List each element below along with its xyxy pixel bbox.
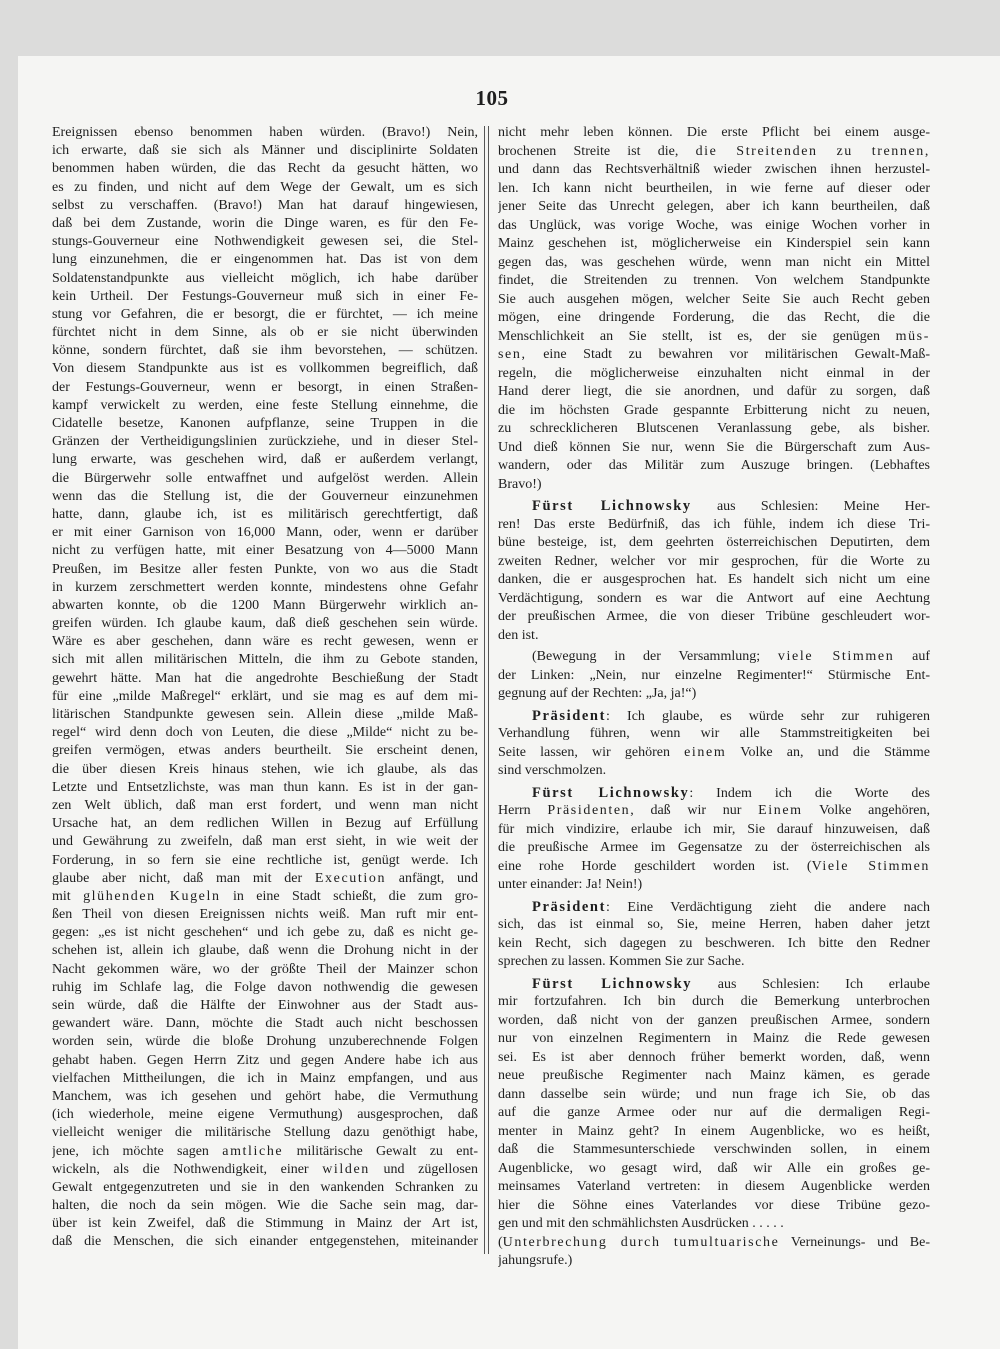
spaced-emphasis: die Streitenden zu trennen, xyxy=(695,143,930,159)
text-line: Gewalt entgegenzutreten und sie in den wankenden Schranken zu xyxy=(52,1179,478,1195)
text-segment: wickeln, als die Nothwendigkeit, einer xyxy=(52,1161,323,1177)
spaced-emphasis: Einem xyxy=(758,803,803,818)
text-line xyxy=(498,143,930,162)
text-line: büne besteige, ist, dem geehrten österreichischen Deputirten, dem xyxy=(498,535,930,550)
text-line xyxy=(498,648,930,667)
text-line: die im höchsten Grade gespannte Erbitterung nicht zu neuen, xyxy=(498,402,930,418)
text-line: Manchem, was ich gesehen und gehört habe, die Vermuthung xyxy=(52,1088,478,1104)
text-line: stung vor Gefahren, die er besorgt, die er fürchtet, — ich meine xyxy=(52,306,478,322)
text-segment: jene, ich möchte sagen xyxy=(52,1143,223,1159)
text-segment: Verneinungs- und Be- xyxy=(779,1234,930,1250)
text-line xyxy=(52,1143,478,1161)
text-line: Augenblicke, wo gesagt wird, daß wir Alle ein großes ge- xyxy=(498,1160,930,1176)
text-line: könne, sondern fürchtet, daß sie ihm bevorstehen, — schützen. xyxy=(52,343,478,359)
text-line: ren! Das erste Bedürfniß, das ich fühle, indem ich diese Tri- xyxy=(498,516,930,532)
text-line: findet, die Streitenden zu trennen. Von welchem Standpunkte xyxy=(498,273,930,288)
text-line: jahungsrufe.) xyxy=(498,1253,573,1268)
text-line: jener Seite das Unrecht gelegen, aber ich kann beurtheilen, daß xyxy=(498,199,930,214)
text-line: meinsames Vaterland vertreten: in diesem Augenblicke werden xyxy=(498,1179,930,1194)
text-line: Von diesem Standpunkte aus ist es vollkommen begreiflich, daß xyxy=(52,361,478,377)
text-line: daß die Stammesunterschiede verschwinden sollen, in einem xyxy=(498,1142,930,1157)
text-line xyxy=(498,744,930,763)
text-segment: glaube aber nicht, daß man mit der xyxy=(52,870,315,886)
speaker-name: Fürst Lichnowsky xyxy=(532,784,690,801)
text-line: schehen ist, allein ich glaube, daß wenn die Drohung nicht in der xyxy=(52,943,478,959)
text-line: Verhandlung führen, wenn wir alle Stammstreitigkeiten bei xyxy=(498,726,930,741)
spaced-emphasis: Execution xyxy=(314,870,387,886)
text-line: sein würde, daß die Hälfte der Einwohner aus der Stadt aus- xyxy=(52,998,478,1013)
text-line: vielfachen Mittheilungen, die ich in Mainz empfangen, und aus xyxy=(52,1070,478,1086)
text-line: in kurzem zerschmettert werden konnte, mindestens ohne Gefahr xyxy=(52,579,478,595)
text-line: sind verschmolzen. xyxy=(498,763,607,778)
text-segment: Menschlichkeit an Sie stellt, ist es, der sie genügen xyxy=(498,328,896,344)
text-line xyxy=(498,346,930,365)
text-segment: aus Schlesien: Ich erlaube xyxy=(692,976,930,992)
text-line: litärischen Standpunkte gewesen sein. Allein diese „milde Maß- xyxy=(52,707,478,722)
text-segment: (Bewegung in der Versammlung; xyxy=(532,649,778,664)
text-segment: brochenen Streite ist die, xyxy=(498,143,696,159)
text-line: auf die ganze Armee oder nur auf die dermaligen Regi- xyxy=(498,1105,930,1120)
speaker-name: Fürst Lichnowsky xyxy=(532,975,693,992)
text-segment: eine Stadt zu bewahren vor militärischen Gewalt-Maß- xyxy=(526,347,930,362)
text-line: gen und mit den schmählichsten Ausdrücken . . . . . xyxy=(498,1216,784,1231)
text-line: die über diesen Kreis hinaus stehen, wie ich glaube, als das xyxy=(52,761,478,777)
text-line: für eine „milde Maßregel“ erklärt, und sie mag es auf dem mi- xyxy=(52,688,478,704)
text-line: gehabt haben. Gegen Herrn Zitz und gegen Andere habe ich aus xyxy=(52,1052,478,1068)
text-line xyxy=(498,328,930,347)
text-line: daß die Menschen, die sich einander entgegenstehen, miteinander xyxy=(52,1234,478,1250)
spaced-emphasis: wilden xyxy=(322,1161,370,1177)
text-line: Verdächtigung, sondern es war die Antwort auf eine Aechtung xyxy=(498,590,930,606)
text-line: worden sein, würde die bloße Drohung unzuberechnende Folgen xyxy=(52,1034,478,1050)
text-line: gegen: „es ist nicht geschehen“ und ich gebe zu, daß es nicht ge- xyxy=(52,925,478,941)
text-segment: Volke angehören, xyxy=(802,803,930,818)
text-line: worden, daß nicht von der ganzen preußischen Armee, sondern xyxy=(498,1012,930,1028)
text-line: stungs-Gouverneur eine Nothwendigkeit gewesen sei, die Stel- xyxy=(52,234,478,250)
text-line: vielleicht weniger die militärische Stellung dazu genöthigt habe, xyxy=(52,1125,478,1141)
text-line: neue preußische Regimenter nach Mainz kämen, es gerade xyxy=(498,1068,930,1083)
spaced-emphasis: Unterbrechung durch tumultuarische xyxy=(502,1234,780,1250)
text-line: sprechen zu lassen. Kommen Sie zur Sache. xyxy=(498,954,745,969)
speaker-name: Präsident xyxy=(532,898,607,915)
text-line: den ist. xyxy=(498,627,539,643)
spaced-emphasis: amtliche xyxy=(222,1143,284,1159)
text-line: selbst zu verschaffen. (Bravo!) Man hat darauf hingewiesen, xyxy=(52,197,478,213)
text-line: Bravo!) xyxy=(498,476,542,492)
text-line: Nacht gekommen wäre, wo der größte Theil der Mainzer schon xyxy=(52,961,478,977)
text-line: die preußische Armee im Gegensatze zu der österreichischen als xyxy=(498,840,930,855)
text-line: greifen würden. Ich glaube kaum, daß dieß geschehen sein würde. xyxy=(52,616,478,632)
speaker-line xyxy=(498,497,930,516)
text-line: kein Recht, sich dagegen zu beschweren. Ich bitte den Redner xyxy=(498,935,930,951)
text-line: er mit einer Garnison von 16,000 Mann, oder, wenn er darüber xyxy=(52,525,478,541)
speaker-line xyxy=(498,975,930,994)
text-line xyxy=(498,858,930,877)
text-line: regel“ wird denn doch von Leuten, die diese „Milde“ nicht zu be- xyxy=(52,725,478,741)
text-line: dann dasselbe sein würde; und nun frage ich Sie, ob das xyxy=(498,1086,930,1102)
text-line: Forderung, in so fern sie eine rechtliche ist, genügt werde. Ich xyxy=(52,852,478,868)
text-line: Wäre es aber geschehen, dann wäre es recht gewesen, wenn er xyxy=(52,634,478,650)
text-line: es zu finden, und nicht auf dem Wege der Gewalt, um es sich xyxy=(52,179,478,195)
text-segment: anfängt, und xyxy=(386,870,478,886)
text-line: regeln, die möglicherweise einzuhalten nicht einmal in der xyxy=(498,365,930,381)
text-line: sei. Es ist aber dennoch früher bemerkt worden, daß, wenn xyxy=(498,1049,930,1065)
text-line: kein Urtheil. Der Festungs-Gouverneur muß sich in einer Fe- xyxy=(52,288,478,304)
text-line: der Linken: „Nein, nur einzelne Regimenter!“ Stürmische Ent- xyxy=(498,667,930,683)
text-line: hatte, dann, glaube ich, ist es militärisch gerechtfertigt, daß xyxy=(52,506,478,522)
text-line: Ereignissen ebenso benommen haben würden. (Bravo!) Nein, xyxy=(52,125,478,140)
text-segment: Herrn xyxy=(498,803,548,818)
speaker-line xyxy=(498,707,930,726)
spaced-emphasis: Präsidenten xyxy=(547,803,631,818)
text-line: mir fortzufahren. Ich bin durch die Bemerkung unterbrochen xyxy=(498,994,930,1009)
text-line: greifen vermögen, etwas anders beurtheilt. Sie erscheint denen, xyxy=(52,743,478,759)
text-line: ich erwarte, daß sie sich als Männer und disciplinirte Soldaten xyxy=(52,143,478,159)
text-line: hier die Söhne eines Vaterlandes vor diese Tribüne gezo- xyxy=(498,1197,930,1213)
text-line: fürchtet nicht in dem Sinne, als ob er sie nicht überwinden xyxy=(52,325,478,341)
text-line: für mich vindizire, erlaube ich mir, Sie darauf hinzuweisen, daß xyxy=(498,821,930,837)
text-line: len. Ich kann nicht beurtheilen, in wie ferne auf dieser oder xyxy=(498,180,930,196)
text-segment: und zügellosen xyxy=(369,1161,478,1177)
text-line: mögen, eine dringende Forderung, die das Recht, die die xyxy=(498,310,930,325)
text-line: Gränzen der Vertheidigungslinien zurückziehe, und in dieser Stel- xyxy=(52,434,478,450)
speaker-name: Fürst Lichnowsky xyxy=(532,498,692,514)
text-segment: eine rohe Horde geschildert worden ist. ( xyxy=(498,858,812,874)
text-line xyxy=(52,888,478,906)
column-left xyxy=(52,124,478,1252)
text-line: und Gewährung zu zweifeln, daß man erst sieht, in wie weit der xyxy=(52,834,478,850)
text-line: der Festungs-Gouverneur, wenn er besorgt, in einen Straßen- xyxy=(52,379,478,395)
text-line: halten, die noch da sein mögen. Wie die Sache sein mag, dar- xyxy=(52,1198,478,1214)
text-line: gegnung auf der Rechten: „Ja, ja!“) xyxy=(498,686,697,701)
text-line: und dann das Rechtsverhältniß wieder zwischen ihnen herzustel- xyxy=(498,162,930,177)
text-line: sich mit allen militärischen Mitteln, die ihm zu Gebote standen, xyxy=(52,652,478,668)
text-line: abwarten konnte, ob die 1200 Mann Bürgerwehr wirklich an- xyxy=(52,597,478,613)
text-line: lung erwarte, was geschehen wird, daß er außerdem verlangt, xyxy=(52,452,478,468)
text-line: Cidatelle besetze, Kanonen aufpflanze, seine Truppen in die xyxy=(52,416,478,431)
column-divider xyxy=(488,126,489,1254)
spaced-emphasis: Viele Stimmen xyxy=(811,858,930,874)
text-segment: Seite lassen, wir gehören xyxy=(498,744,685,760)
speaker-name: Präsident xyxy=(532,707,607,724)
text-segment: , daß wir nur xyxy=(630,803,759,818)
spaced-emphasis: glühenden Kugeln xyxy=(83,888,221,904)
text-line: zu schrecklicheren Blutscenen Veranlassung gebe, als bisher. xyxy=(498,421,930,436)
text-segment: : Ich glaube, es würde sehr zur ruhigeren xyxy=(606,708,930,724)
text-line: nicht mehr leben können. Die erste Pflicht bei einem ausge- xyxy=(498,125,930,140)
text-line: Preußen, im Besitze aller festen Punkte, von wo aus die Stadt xyxy=(52,561,478,577)
text-line: über ist kein Zweifel, daß die Stimmung in Mainz der Art ist, xyxy=(52,1216,478,1232)
text-line: Soldatenstandpunkte aus vielleicht möglich, ich habe darüber xyxy=(52,270,478,286)
text-line: (ich wiederhole, meine eigene Vermuthung) ausgesprochen, daß xyxy=(52,1107,478,1123)
text-line: Letzte und Entsetzlichste, was man thun kann. Es ist in der gan- xyxy=(52,779,478,795)
text-line: nicht zu verfügen hatte, mit einer Besatzung von 4—5000 Mann xyxy=(52,543,478,559)
text-segment: in eine Stadt schießt, die zum gro- xyxy=(220,888,478,904)
text-line: zen Welt üblich, daß man erst fordert, und wenn man nicht xyxy=(52,797,478,813)
text-line: sich, das ist einmal so, Sie, meine Herren, haben daher jetzt xyxy=(498,917,930,932)
text-line: unter einander: Ja! Nein!) xyxy=(498,877,643,892)
text-line: wenn das die Stellung ist, die der Gouverneur einzunehmen xyxy=(52,488,478,504)
text-line: das Unglück, was vorige Woche, was einige Wochen vorher in xyxy=(498,217,930,233)
text-line: Sie auch ausgehen mögen, welcher Seite Sie auch Recht geben xyxy=(498,291,930,307)
text-line: gewandert wäre. Dann, möchte die Stadt auch nicht beschossen xyxy=(52,1016,478,1032)
text-line: wandern, oder das Militär zum Auszuge bringen. (Lebhaftes xyxy=(498,458,930,473)
text-line: lung einzunehmen, die er eingenommen hat. Das ist von dem xyxy=(52,252,478,268)
text-line: der preußischen Armee, die von dieser Tribüne geschleudert wor- xyxy=(498,609,930,624)
text-segment: militärische Gewalt zu ent- xyxy=(283,1143,478,1159)
text-segment: mit xyxy=(52,888,84,904)
text-segment: : Eine Verdächtigung zieht die andere nach xyxy=(606,899,930,915)
column-right xyxy=(498,124,930,1271)
column-divider xyxy=(484,126,485,1254)
text-line: kampf verwickelt zu werden, eine feste Stellung einnehme, die xyxy=(52,397,478,413)
speaker-line xyxy=(498,784,930,803)
text-line: Mainz geschehen ist, möglicherweise ein Kinderspiel sein kann xyxy=(498,236,930,251)
spaced-emphasis: müs- xyxy=(895,328,930,344)
text-line: daß bei dem Zustande, worin die Dinge waren, es für den Fe- xyxy=(52,215,478,231)
text-line: danken, die er ausgesprochen hat. Es handelt sich nicht um eine xyxy=(498,572,930,587)
page-number: 105 xyxy=(475,86,509,110)
text-segment: ( xyxy=(498,1234,503,1250)
text-segment: auf xyxy=(894,649,930,664)
text-line: gegen das, was geschehen würde, wenn man nicht ein Mittel xyxy=(498,254,930,270)
text-line xyxy=(52,870,478,888)
text-line: Und dieß können Sie nur, wenn Sie die Bürgerschaft zum Aus- xyxy=(498,439,930,455)
text-line: benommen haben würden, die das Recht da gesucht hätten, wo xyxy=(52,161,478,177)
spaced-emphasis: einem xyxy=(684,744,727,760)
text-line xyxy=(498,1234,930,1253)
text-segment: Volke an, und die Stämme xyxy=(726,744,930,760)
spaced-emphasis: viele Stimmen xyxy=(777,649,895,664)
text-segment: aus Schlesien: Meine Her- xyxy=(691,499,930,514)
text-segment: : Indem ich die Worte des xyxy=(689,785,930,801)
text-line xyxy=(498,802,930,821)
text-line: Ursache hat, an dem redlichen Willen in Bezug auf Erfüllung xyxy=(52,816,478,832)
text-line: ßen Theil von diesen Ereignissen nichts weiß. Man ruft mir ent- xyxy=(52,907,478,923)
text-line: nur von einzelnen Regimentern in Mainz die Rede gewesen xyxy=(498,1031,930,1046)
speaker-line xyxy=(498,898,930,917)
text-line xyxy=(52,1161,478,1179)
text-line: ruhig im Schlafe lag, die Folge davon nothwendig die gewesen xyxy=(52,979,478,995)
text-line: die Bürgerwehr solle entwaffnet und aufgelöst werden. Allein xyxy=(52,470,478,486)
text-line: menter in Mainz geht? In einem Augenblicke, wo es heißt, xyxy=(498,1123,930,1139)
spaced-emphasis: sen, xyxy=(498,347,527,362)
text-line: zweiten Redner, welcher vor mir gesprochen, für die Worte zu xyxy=(498,553,930,569)
text-line: gewehrt hätte. Man hat die angedrohte Beschießung der Stadt xyxy=(52,670,478,686)
text-line: Hand derer liegt, die sie anordnen, und dafür zu sorgen, daß xyxy=(498,384,930,399)
